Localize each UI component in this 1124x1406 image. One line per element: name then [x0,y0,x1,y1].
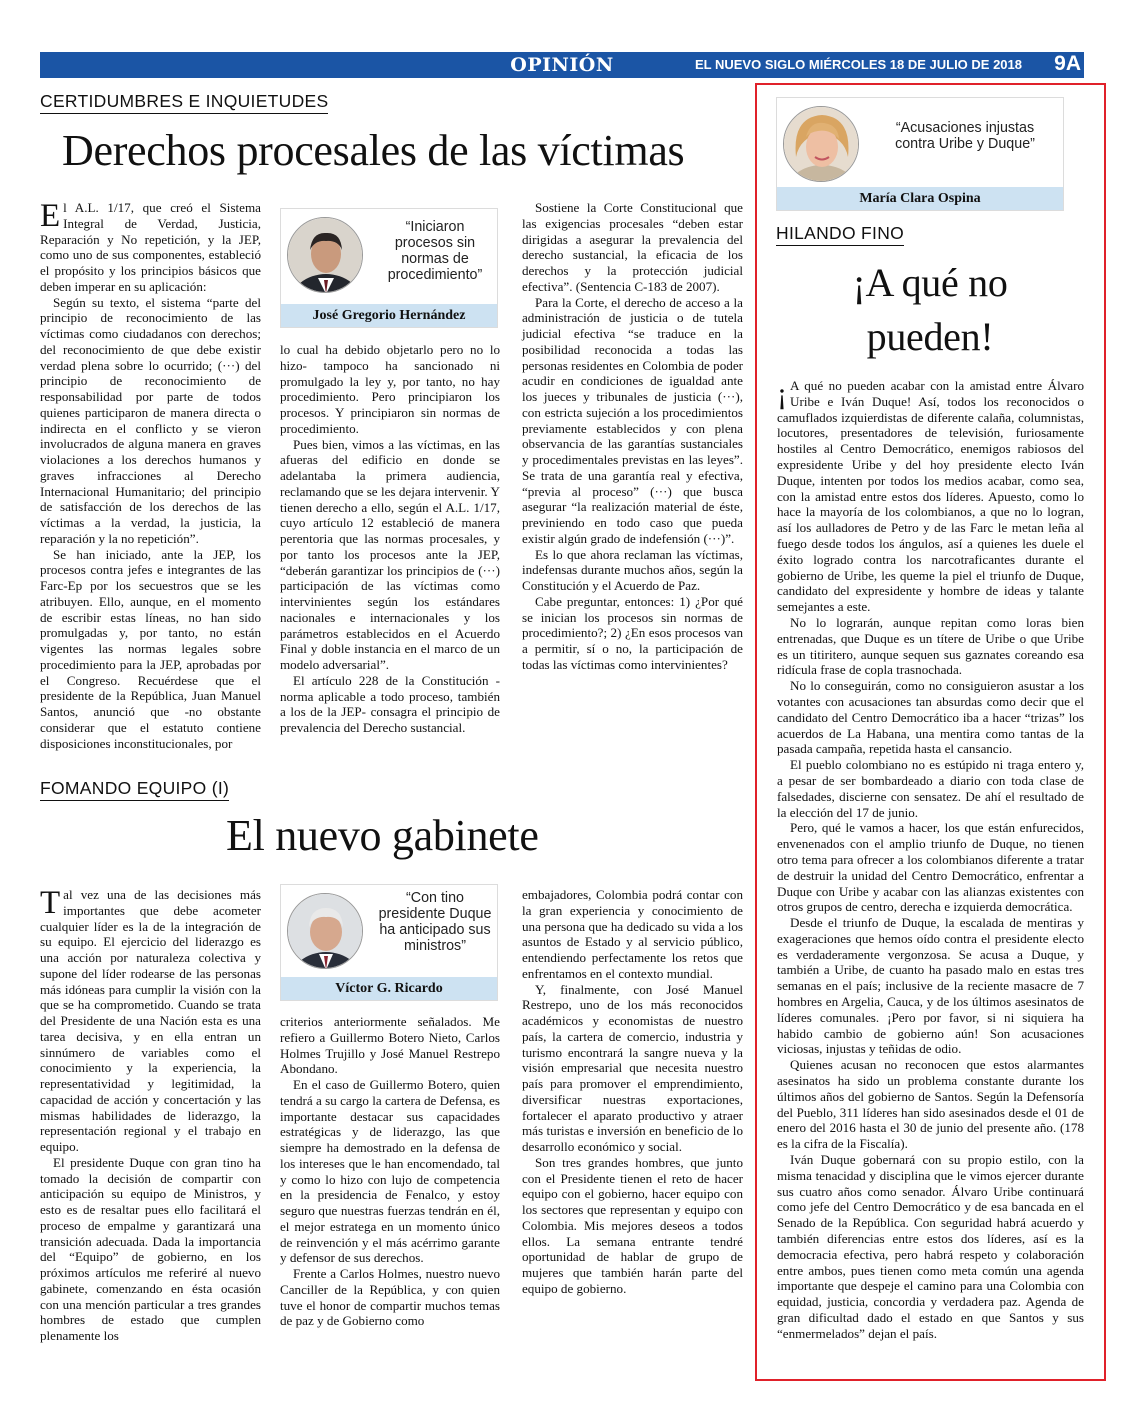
article2-kicker: FOMANDO EQUIPO (I) [40,778,229,801]
article3-headline: ¡A qué no pueden! [852,260,1008,359]
paragraph: Y, finalmente, con José Manuel Restrepo, uno de los más reconocidos académicos y economistas de nuestro país, la cartera de comercio, industria y turismo encontrará la sangre nueva y la visión empresarial que necesita nuestro país para promover el emprendimiento, diversificar nuestras exportaciones, fortalecer el aparato productivo y atraer más turistas e inversión en beneficio de lo desarrollo económico y social. [522,981,743,1154]
paragraph: lo cual ha debido objetarlo pero no lo hizo- tampoco ha sancionado ni promulgado la ley y, por tanto, no hay procedimiento. Pero principiaron los procesos. Y principiaron sin normas de procedimiento. [280,342,500,436]
article1-kicker: CERTIDUMBRES E INQUIETUDES [40,91,328,114]
article2-column-1 [40,887,261,1344]
paragraph: Es lo que ahora reclaman las víctimas, indefensas durante muchos años, según la Constitución y el Acuerdo de Paz. [522,546,743,593]
pullquote-text: “Iniciaron procesos sin normas de procedimiento” [387,219,483,283]
author-photo-icon [287,893,363,969]
article3-kicker: HILANDO FINO [776,223,904,246]
paragraph: Se han iniciado, ante la JEP, los procesos contra jefes e integrantes de las Farc-Ep por los secuestros que se les atribuyen. Ello, aunque, en el momento de escribir estas líneas, no han sido promulgadas y, por tanto, no están vigentes las normas legales sobre procedimiento para la JEP, aprobadas por el Congreso. Recuérdese que el presidente de la República, Juan Manuel Santos, anunció que -no obstante considerar que el estatuto contiene disposiciones inconstitucionales, por [40,546,261,751]
section-title: OPINIÓN [510,54,614,76]
page-number: 9A [1054,52,1081,75]
paragraph: El presidente Duque con gran tino ha tomado la decisión de compartir con anticipación su equipo de Ministros, y esto es de resaltar pues ello facilitará el proceso de empalme y garantizará una transición adecuada. Dada la importancia del “Equipo” de gobierno, en los próximos artículos me referiré al nuevo gabinete, comenzando en ésta ocasión con una mención particular a tres grandes hombres de estado que cumplen plenamente los [40,1154,261,1343]
pullquote-text: “Con tino presidente Duque ha anticipado sus ministros” [378,890,492,954]
paragraph: No lo conseguirán, como no consiguieron asustar a los votantes con acusaciones tan absurdas como decir que el candidato del Centro Democrático iba a hacer “trizas” los acuerdos de La Habana, una mentira como tantas de la pasada campaña, repetida hasta el cansancio. [777,678,1084,757]
paragraph: embajadores, Colombia podrá contar con la gran experiencia y conocimiento de una persona que ha dedicado su vida a los asuntos de Estado y al servicio público, entendiendo perfectamente los retos que enfrentamos en el contexto mundial. [522,887,743,981]
paragraph: No lo lograrán, aunque repitan como loras bien entrenadas, que Duque es un títere de Uribe o que Uribe es un titiritero, aunque sequen sus gaznates coreando esa ridícula frase de copla trasnochada. [777,614,1084,678]
paragraph: Según su texto, el sistema “parte del principio de reconocimiento de las víctimas como ciudadanos con derechos; del reconocimiento de que debe existir verdad plena sobre lo ocurrido; (···) del principio de reconocimiento de responsabilidad por parte de todos quienes participaron de manera directa o indirecta en el conflicto y se vieron involucrados de alguna manera en graves violaciones a los derechos humanos y graves infracciones al Derecho Internacional Humanitario; del principio de satisfacción de los derechos de las víctimas a la verdad, la justicia, la reparación y la no repetición”. [40,294,261,546]
author-photo-icon [287,217,363,293]
article2-headline: El nuevo gabinete [226,811,539,860]
pullquote-text: “Acusaciones injustas contra Uribe y Duque” [895,120,1035,152]
author-name: María Clara Ospina [777,187,1063,210]
article1-column-2 [280,342,500,736]
paragraph: Pues bien, vimos a las víctimas, en las afueras del edificio en donde se adelantaba la primera audiencia, reclamando que se les dejara intervenir. Y tienen derecho a ello, según el A.L. 1/17, cuyo artículo 12 estableció de manera perentoria que las normas procesales, y por tanto los procesos ante la JEP, “deberán garantizar los principios de (···) participación de las víctimas como intervinientes según los estándares nacionales e internacionales y los parámetros establecidos en el Acuerdo Final y doble instancia en el marco de un modelo adversarial”. [280,436,500,672]
author-name: Víctor G. Ricardo [281,977,497,1000]
paragraph: El artículo 228 de la Constitución -norma aplicable a todo proceso, también a los de la JEP- consagra el principio de prevalencia del Derecho sustancial. [280,672,500,735]
dropcap: E [40,198,61,234]
article3-pullquote-box [776,97,1064,211]
article2-pullquote-box [280,884,498,1001]
article2-column-2 [280,1014,500,1329]
paragraph: Son tres grandes hombres, que junto con el Presidente tienen el reto de hacer equipo con el gobierno, hacer equipo con los sectores que representan y equipo con Colombia. Mis mejores deseos a todos ellos. La semana entrante tendré oportunidad de hablar de grupo de mujeres que también harán parte del equipo de gobierno. [522,1154,743,1296]
paragraph: Para la Corte, el derecho de acceso a la administración de justicia o de tutela judicial efectiva “se traduce en la posibilidad reconocida a todas las personas residentes en Colombia de poder acudir en condiciones de igualdad ante los jueces y tribunales de justicia (···), con estricta sujeción a los procedimientos previamente establecidos y con plena observancia de las garantías sustanciales y procedimentales previstas en las leyes”. Se trata de una garantía real y efectiva, “previa al proceso” (···) que busca asegurar “la realización material de éste, previniendo en todo caso que pueda existir algún grado de indefensión (···)”. [522,294,743,546]
paragraph: El pueblo colombiano no es estúpido ni traga entero y, a pesar de ser bombardeado a diario con toda clase de falsedades, discierne con sensatez. De ahí el resultado de la elección del 17 de junio. [777,757,1084,820]
paragraph: Iván Duque gobernará con su propio estilo, con la misma tenacidad y disciplina que le vimos ejercer durante sus cuatro años como senador. Álvaro Uribe continuará como jefe del Centro Democrático y de esa bancada en el Senado de la República. Con seguridad habrá acuerdo y también diferencias entre estos dos líderes, así es la democracia efectiva, pero habrá respeto y colaboración entre ambos, pues tienen como meta común una agenda importante que despeje el camino para una Colombia con equidad, justicia, concordia y verdadera paz. Agenda de gran dificultad dado el estado en que Santos y sus “enmermelados” dejan el país. [777,1152,1084,1341]
author-photo-icon [783,106,859,182]
paragraph: Cabe preguntar, entonces: 1) ¿Por qué se inician los procesos sin normas de procedimiento?; 2) ¿En esos procesos van a permitir, sí o no, la participación de todas las víctimas como intervinientes? [522,593,743,672]
masthead [40,52,1084,78]
edition-date: EL NUEVO SIGLO MIÉRCOLES 18 DE JULIO DE 2018 [694,57,1022,72]
article1-headline: Derechos procesales de las víctimas [62,126,685,175]
article1-column-1 [40,200,261,751]
paragraph: al vez una de las decisiones más importantes que debe acometer cualquier líder es la de la integración de su equipo. El ejercicio del liderazgo es una acción por naturaleza colectiva y supone del líder rodearse de las personas más idóneas para cumplir la visión con la que se ha comprometido. Cuando se trata del Presidente de una Nación esta es una tarea decisiva, y en ella entran un sinnúmero de variables como el conocimiento y la experiencia, la representatividad y legitimidad, la capacidad de acción y concertación y las mismas habilidades de liderazgo, la representación regional y el trabajo en equipo. [40,887,261,1154]
paragraph: Frente a Carlos Holmes, nuestro nuevo Canciller de la República, y con quien tuve el honor de compartir muchos temas de paz y de Gobierno como [280,1266,500,1329]
article2-column-3 [522,887,743,1297]
article1-column-3 [522,200,743,673]
paragraph: Quienes acusan no reconocen que estos alarmantes asesinatos ha sido un problema constante durante los últimos años del gobierno de Santos. Según la Defensoría del Pueblo, 311 líderes han sido asesinados desde el 01 de enero del 2016 hasta el 30 de junio del presente año. (178 es la cifra de la Fiscalía). [777,1057,1084,1152]
author-name: José Gregorio Hernández [281,304,497,327]
paragraph: Desde el triunfo de Duque, la escalada de mentiras y exageraciones que hemos oído contra el presidente electo es verdaderamente vergonzosa. Se acusa a Duque, y también a Uribe, de cuanto ha pasado malo en estas tres semanas en el país; inclusive de la reciente masacre de 7 hombres en Argelia, Cauca, y de los últimos asesinatos de líderes comunales. ¡Pero por favor, si ni siquiera ha habido cambio de gobierno aún! Son acusaciones viciosas, injustas y teñidas de odio. [777,915,1084,1057]
article3-column [777,378,1084,1342]
paragraph: En el caso de Guillermo Botero, quien tendrá a su cargo la cartera de Defensa, es importante destacar sus capacidades estratégicas y de liderazgo, las que siempre ha demostrado en la defensa de los intereses que le han encomendado, tal y como lo hizo con lujo de competencia en la presidencia de Fenalco, y estoy seguro que nuestras fuerzas tendrán en él, el mejor estratega en un momento único de reinvención y el más acérrimo garante y defensor de sus derechos. [280,1077,500,1266]
paragraph: l A.L. 1/17, que creó el Sistema Integral de Verdad, Justicia, Reparación y No repetición, y la JEP, como uno de sus componentes, estableció el propósito y los principios básicos que deben imperar en su aplicación: [40,200,261,294]
dropcap: ¡ [777,377,787,410]
paragraph: Pero, qué le vamos a hacer, los que están enfurecidos, envenenados con el amplio triunfo de Duque, no tienen otro tema para ofrecer a los colombianos diferente a tratar de destruir la unidad del Centro Democrático, enfrentar a Duque con Uribe y acabar con las alianzas existentes con otros grupos de centro, derecha e izquierda democrática. [777,820,1084,915]
article1-pullquote-box [280,208,498,328]
paragraph: criterios anteriormente señalados. Me refiero a Guillermo Botero Nieto, Carlos Holmes Trujillo y José Manuel Restrepo Abondano. [280,1014,500,1077]
dropcap: T [40,885,61,921]
paragraph: Sostiene la Corte Constitucional que las exigencias procesales “deben estar dirigidas a asegurar la prevalencia del derecho sustancial, la eficacia de los derechos y la protección judicial efectiva”. (Sentencia C-183 de 2007). [522,200,743,294]
paragraph: A qué no pueden acabar con la amistad entre Álvaro Uribe e Iván Duque! Así, todos los reconocidos o camuflados izquierdistas de diferente calaña, columnistas, locutores, presentadores de televisión, furiosamente hostiles al Centro Democrático, enemigos rabiosos del expresidente Uribe y del hoy presidente electo Iván Duque, intenten por todos los medios acabar, como sea, con la amistad entre estos dos líderes. Apuesto, como lo hace la mayoría de los colombianos, a que no lo logran, así los aulladores de Petro y de las Farc le metan leña al fuego desde todos los ángulos, así a quienes les duele el éxito logrado contra los narcotraficantes durante el gobierno de Uribe, les queme la piel el triunfo de Duque, candidato del expresidente y hombre de ideas y talante semejantes a este. [777,378,1084,615]
